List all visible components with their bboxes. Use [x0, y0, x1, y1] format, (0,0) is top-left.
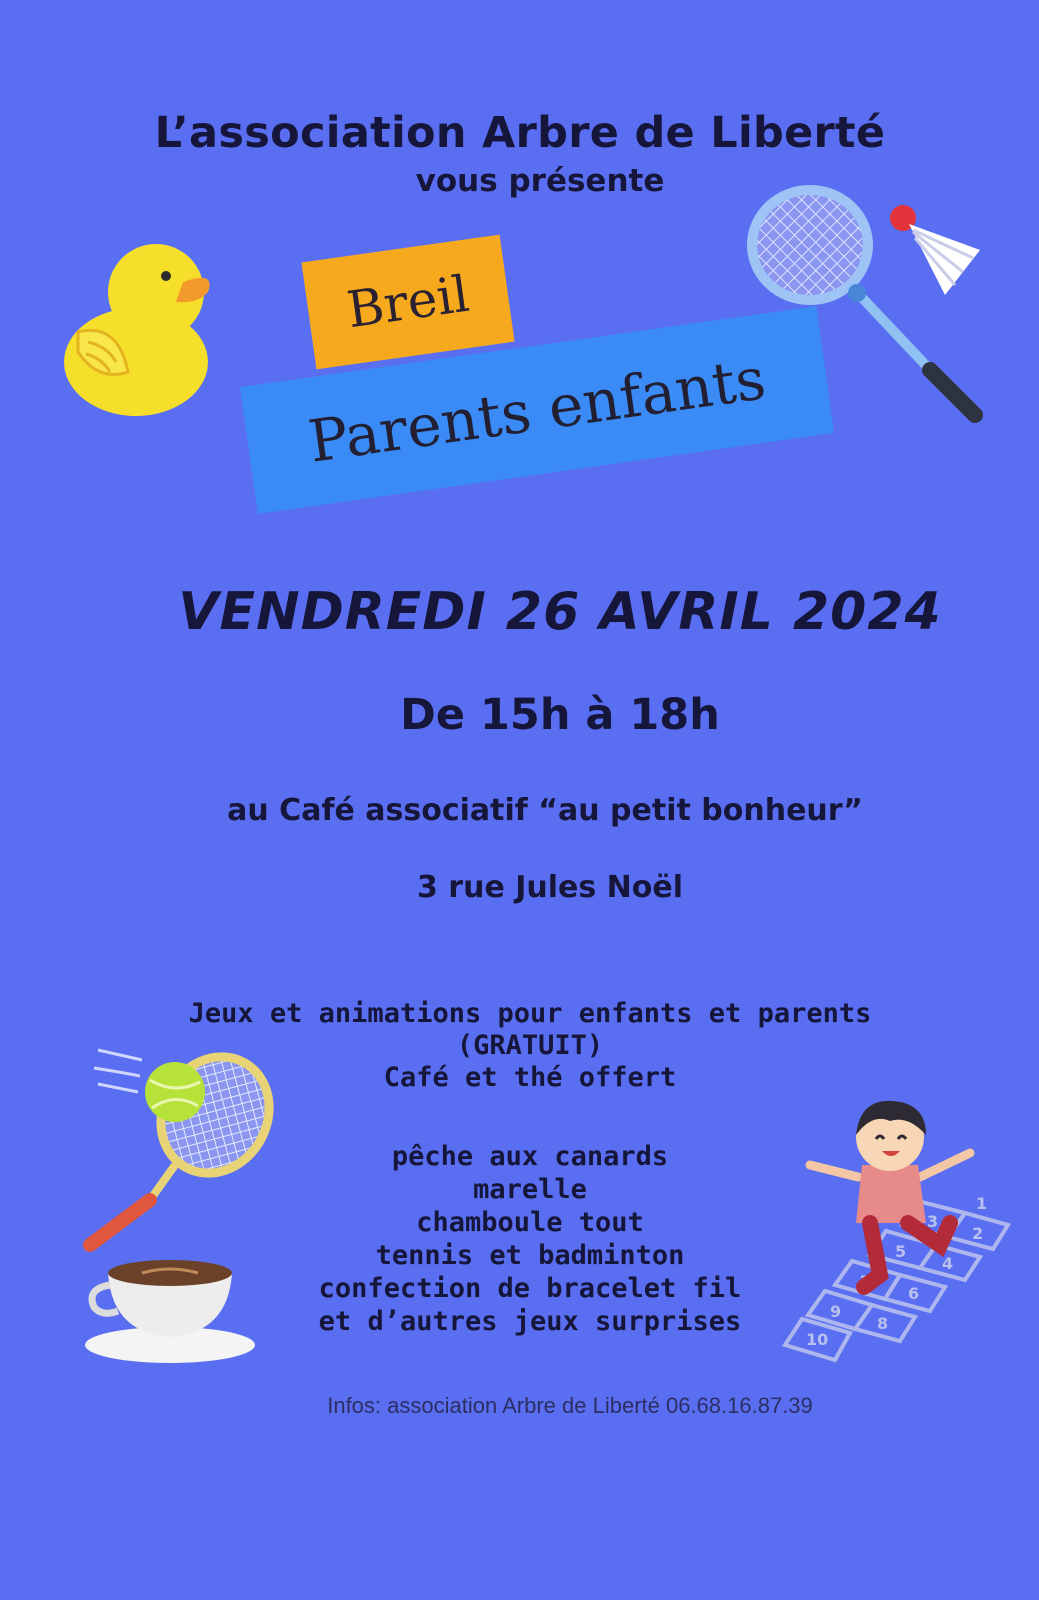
list-item: et d’autres jeux surprises	[318, 1306, 742, 1337]
offer-drinks: Café et thé offert	[383, 1062, 677, 1093]
event-address: 3 rue Jules Noël	[416, 870, 684, 905]
location-label: Breil	[343, 264, 473, 340]
hopscotch-number-9: 9	[830, 1302, 842, 1321]
list-item: chamboule tout	[416, 1207, 644, 1238]
footer-infos: Infos: association Arbre de Liberté 06.68.16.87.39	[327, 1393, 813, 1418]
event-venue: au Café associatif “au petit bonheur”	[227, 793, 863, 828]
hopscotch-number-2: 2	[972, 1224, 984, 1243]
event-date: VENDREDI 26 AVRIL 2024	[178, 582, 942, 642]
hopscotch-number-10: 10	[806, 1330, 829, 1349]
hopscotch-number-5: 5	[895, 1242, 907, 1261]
organization-title: L’association Arbre de Liberté	[154, 108, 886, 158]
hopscotch-number-7: 7	[860, 1272, 872, 1291]
list-item: marelle	[473, 1174, 587, 1205]
hopscotch-number-3: 3	[927, 1212, 939, 1231]
hopscotch-number-4: 4	[942, 1254, 954, 1273]
rubber-duck-icon	[58, 232, 218, 422]
list-item: pêche aux canards	[391, 1141, 669, 1172]
event-title-label: Parents enfants	[304, 344, 770, 476]
hopscotch-number-8: 8	[877, 1314, 889, 1333]
event-hours: De 15h à 18h	[400, 690, 720, 740]
offer-free: (GRATUIT)	[456, 1030, 604, 1061]
location-tag	[301, 235, 514, 370]
activities-list	[230, 1140, 830, 1338]
offer-games: Jeux et animations pour enfants et parents	[188, 998, 872, 1029]
presents-subtitle: vous présente	[415, 163, 665, 199]
list-item: confection de bracelet fil	[318, 1273, 742, 1304]
hopscotch-number-6: 6	[908, 1284, 920, 1303]
list-item: tennis et badminton	[375, 1240, 685, 1271]
shuttlecock-icon	[885, 200, 995, 300]
hopscotch-number-1: 1	[976, 1194, 988, 1213]
child-hopscotch-icon	[780, 1105, 1020, 1375]
